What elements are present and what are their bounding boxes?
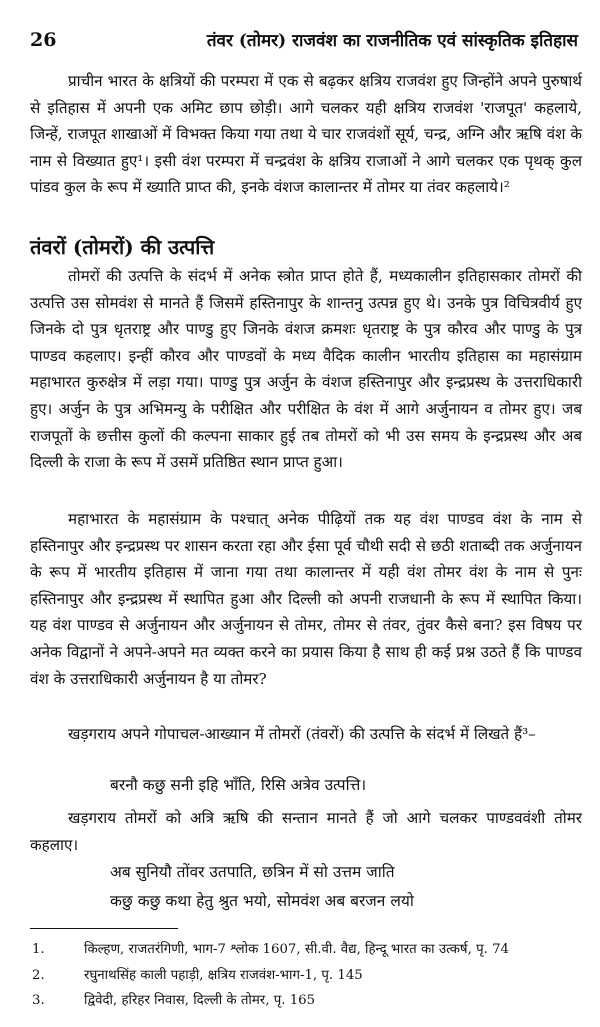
intro-paragraph-text: प्राचीन भारत के क्षत्रियों की परम्परा में एक से बढ़कर क्षत्रिय राजवंश हुए जिन्होंने अपने पुरुषार्थ से इतिहास में अपनी एक अमिट छाप छोड़ी। आगे चलकर यही क्षत्रिय राजवंश 'राजपूत' कहलाये, जिन्हें, राजपूत शाखाओं में विभक्त किया गया तथा ये चार राजवंशों सूर्य, चन्द्र, अग्नि और ऋषि वंश के नाम से विख्यात हुए¹। इसी वंश परम्परा में चन्द्रवंश के क्षत्रिय राजाओं ने आगे चलकर एक पृथक् कुल पांडव कुल के रूप में ख्याति प्राप्त की, इनके वंशज कालान्तर में तोमर या तंवर कहलाये।² xyxy=(30,72,582,197)
footnote xyxy=(32,939,509,957)
khadgaray-paragraph xyxy=(30,721,582,748)
footnote-text: रघुनाथसिंह काली पहाड़ी, क्षत्रिय राजवंश-भाग-1, पृ. 145 xyxy=(84,968,363,983)
khadgaray-paragraph-text: खड़गराय अपने गोपाचल-आख्यान में तोमरों (तंवरों) की उत्पत्ति के संदर्भ में लिखते हैं³– xyxy=(68,725,536,743)
page-number: 26 xyxy=(30,29,57,51)
verse-line: कछु कछु कथा हेतु श्रुत भयो, सोमवंश अब बरजन लयो xyxy=(110,892,414,910)
footnote-number: 3. xyxy=(32,993,45,1008)
atri-paragraph xyxy=(30,805,582,858)
mahabharata-paragraph-text: महाभारत के महासंग्राम के पश्चात् अनेक पीढ़ियों तक यह वंश पाण्डव वंश के नाम से हस्तिनापुर और इन्द्रप्रस्थ पर शासन करता रहा और ईसा पूर्व चौथी सदी से छठी शताब्दी तक अर्जुनायन के रूप में भारतीय इतिहास में जाना गया तथा कालान्तर में यही वंश तोमर वंश के नाम से पुनः हस्तिनापुर और इन्द्रप्रस्थ में स्थापित हुआ और दिल्ली को अपनी राजधानी के रूप में स्थापित किया। यह वंश पाण्डव से अर्जुनायन और अर्जुनायन से तोमर, तोमर से तंवर, तुंवर कैसे बना? इस विषय पर अनेक विद्वानों ने अपने-अपने मत व्यक्त करने का प्रयास किया है साथ ही कई प्रश्न उठते हैं कि पाण्डव वंश के उत्तराधिकारी अर्जुनायन है या तोमर? xyxy=(30,510,582,688)
footnote-number: 2. xyxy=(32,968,45,983)
verse-line: अब सुनियौ तोंवर उतपाति, छत्रिन में सो उत्तम जाति xyxy=(110,863,395,881)
section-heading: तंवरों (तोमरों) की उत्पत्ति xyxy=(30,235,215,259)
page-header xyxy=(30,28,578,52)
footnote-text: द्विवेदी, हरिहर निवास, दिल्ली के तोमर, पृ. 165 xyxy=(84,993,316,1008)
origin-paragraph xyxy=(30,263,582,476)
origin-paragraph-text: तोमरों की उत्पत्ति के संदर्भ में अनेक स्त्रोत प्राप्त होते हैं, मध्यकालीन इतिहासकार तोमरों की उत्पत्ति उस सोमवंश से मानते हैं जिसमें हस्तिनापुर के शान्तनु उत्पन्न हुए थे। उनके पुत्र विचित्रवीर्य हुए जिनके दो पुत्र धृतराष्ट्र और पाण्डु हुए जिनके वंशज क्रमशः धृतराष्ट्र के पुत्र कौरव और पाण्डु के पुत्र पाण्डव कहलाए। इन्हीं कौरव और पाण्डवों के मध्य वैदिक कालीन भारतीय इतिहास का महासंग्राम महाभारत कुरुक्षेत्र में लड़ा गया। पाण्डु पुत्र अर्जुन के वंशज हस्तिनापुर और इन्द्रप्रस्थ के उत्तराधिकारी हुए। अर्जुन के पुत्र अभिमन्यु के परीक्षित और परीक्षित के वंश में आगे अर्जुनायन व तोमर हुए। जब राजपूतों के छत्तीस कुलों की कल्पना साकार हुई तब तोमरों को भी उस समय के इन्द्रप्रस्थ और अब दिल्ली के राजा के रूप में उसमें प्रतिष्ठित स्थान प्राप्त हुआ। xyxy=(30,267,582,472)
footnote xyxy=(32,965,363,983)
footnote-divider xyxy=(30,928,178,929)
footnote-text: किल्हण, राजतरंगिणी, भाग-7 श्लोक 1607, सी.वी. वैद्य, हिन्दू भारत का उत्कर्ष, पृ. 74 xyxy=(84,942,509,957)
running-title: तंवर (तोमर) राजवंश का राजनीतिक एवं सांस्कृतिक इतिहास xyxy=(206,31,578,51)
intro-paragraph xyxy=(30,68,582,201)
mahabharata-paragraph xyxy=(30,506,582,692)
verse-line: बरनौ कछु सनी इहि भाँति, रिसि अत्रेव उत्पत्ति। xyxy=(110,776,367,794)
atri-paragraph-text: खड़गराय तोमरों को अत्रि ऋषि की सन्तान मानते हैं जो आगे चलकर पाण्डववंशी तोमर कहलाए। xyxy=(30,809,582,854)
footnote-number: 1. xyxy=(32,942,45,957)
footnote xyxy=(32,990,315,1008)
